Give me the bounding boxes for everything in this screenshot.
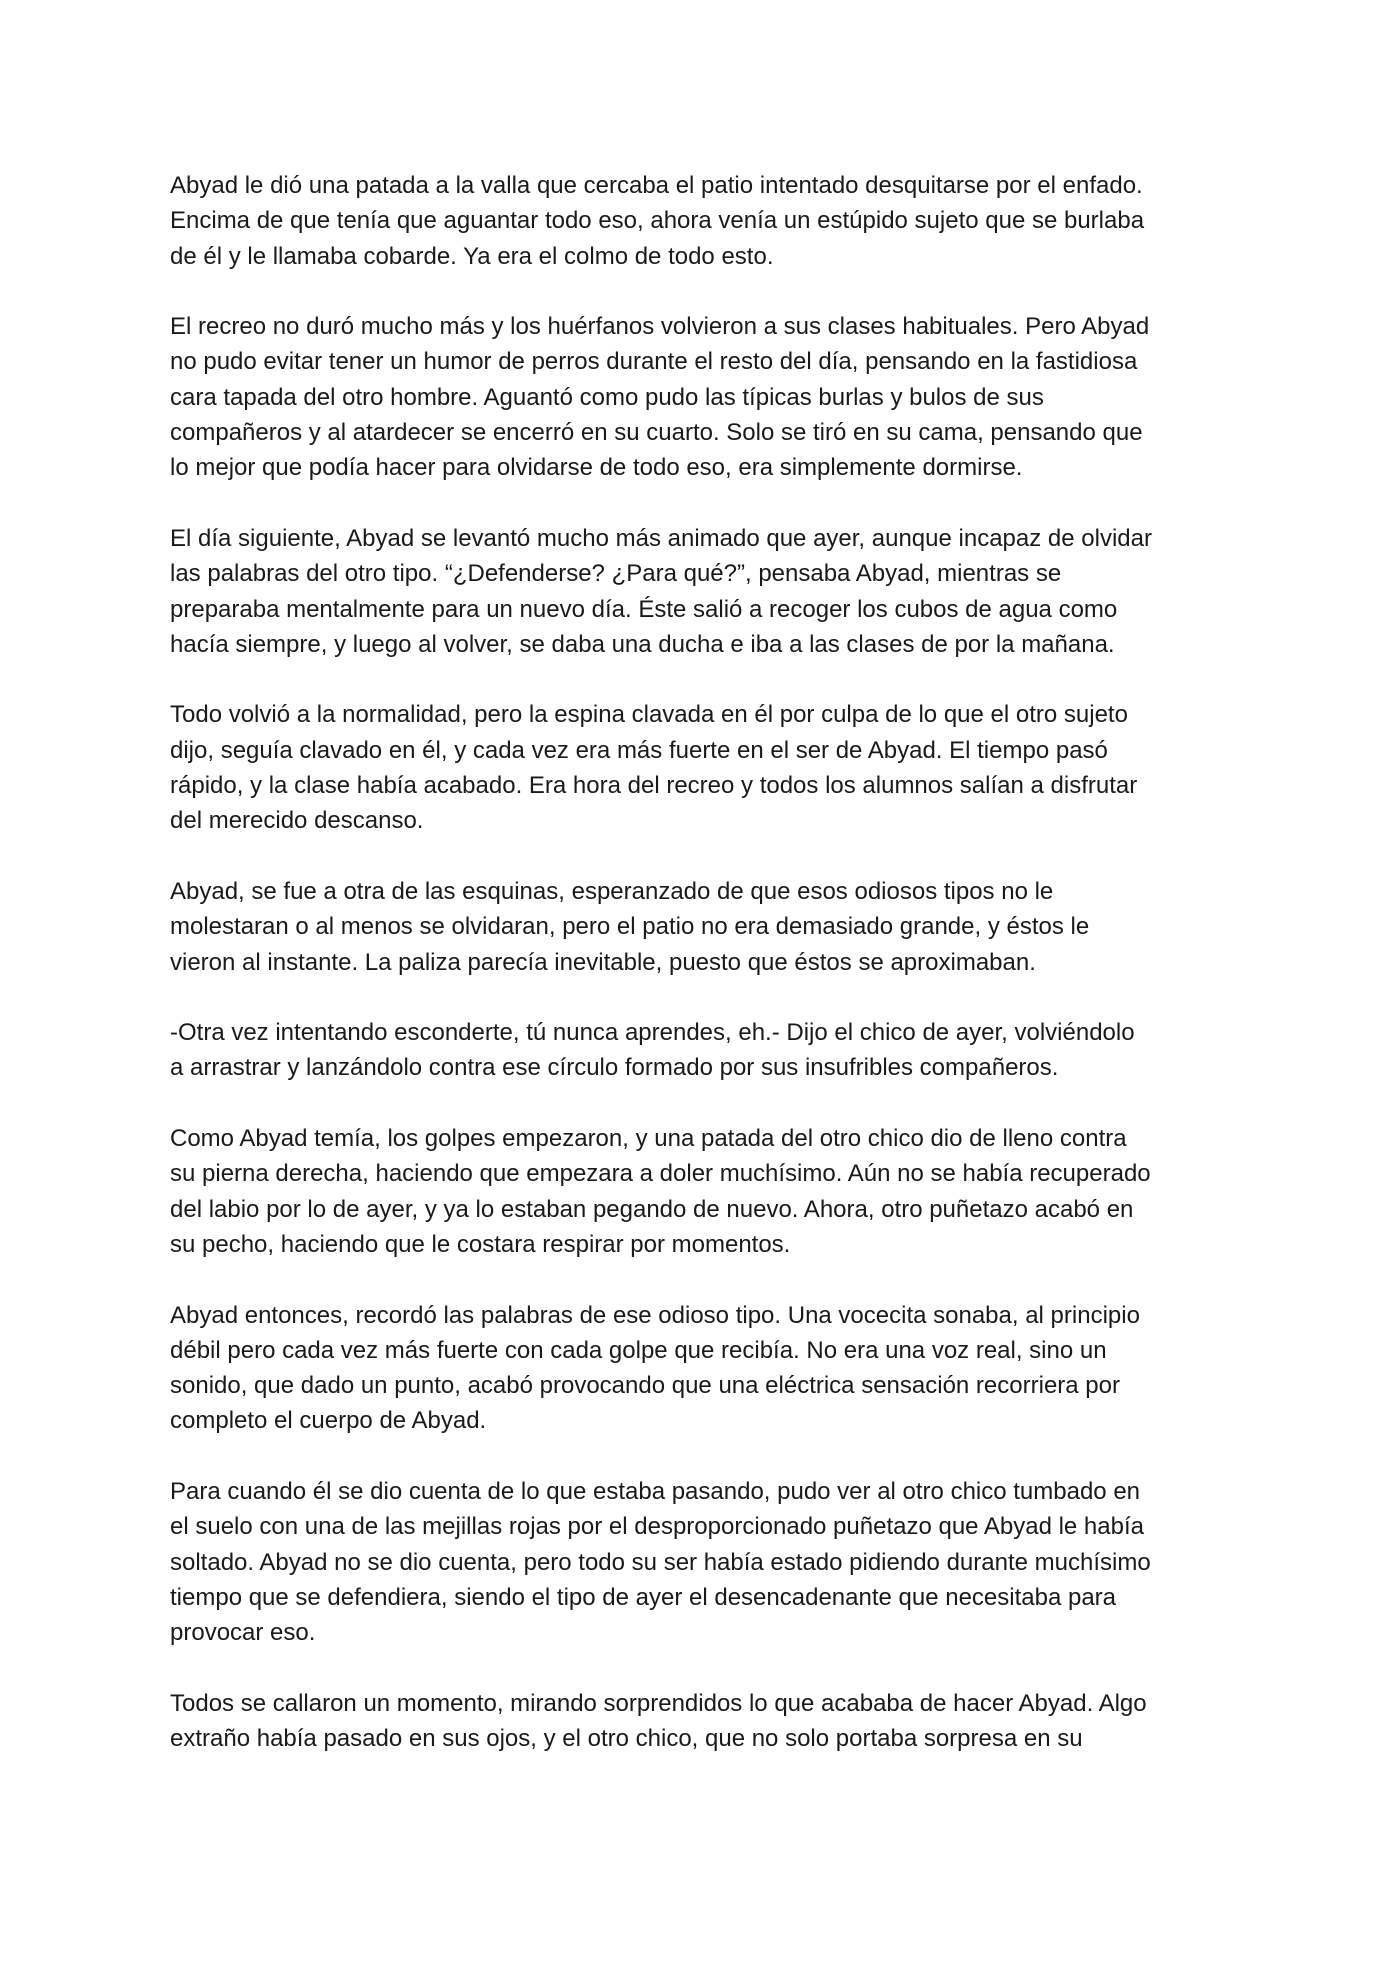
text-line: no pudo evitar tener un humor de perros durante el resto del día, pensando en la fastidiosa bbox=[170, 348, 1138, 376]
text-line: El recreo no duró mucho más y los huérfanos volvieron a sus clases habituales. Pero Abyad bbox=[170, 313, 1150, 341]
text-line: El día siguiente, Abyad se levantó mucho más animado que ayer, aunque incapaz de olvidar bbox=[170, 524, 1152, 552]
text-line: -Otra vez intentando esconderte, tú nunca aprendes, eh.- Dijo el chico de ayer, volviéndolo bbox=[170, 1019, 1135, 1047]
text-line: el suelo con una de las mejillas rojas por el desproporcionado puñetazo que Abyad le había bbox=[170, 1513, 1144, 1541]
paragraph bbox=[170, 309, 1250, 485]
text-line: débil pero cada vez más fuerte con cada golpe que recibía. No era una voz real, sino un bbox=[170, 1336, 1107, 1364]
text-line: Abyad entonces, recordó las palabras de ese odioso tipo. Una vocecita sonaba, al principio bbox=[170, 1301, 1140, 1329]
text-line: sonido, que dado un punto, acabó provocando que una eléctrica sensación recorriera por bbox=[170, 1372, 1120, 1400]
paragraph bbox=[170, 1686, 1250, 1757]
paragraph bbox=[170, 1474, 1250, 1650]
text-line: completo el cuerpo de Abyad. bbox=[170, 1407, 487, 1435]
paragraph bbox=[170, 697, 1250, 838]
text-line: Todo volvió a la normalidad, pero la espina clavada en él por culpa de lo que el otro sujeto bbox=[170, 701, 1128, 729]
text-line: Todos se callaron un momento, mirando sorprendidos lo que acababa de hacer Abyad. Algo bbox=[170, 1689, 1147, 1717]
text-line: compañeros y al atardecer se encerró en su cuarto. Solo se tiró en su cama, pensando que bbox=[170, 419, 1143, 447]
paragraph bbox=[170, 1015, 1250, 1086]
paragraph bbox=[170, 874, 1250, 980]
text-line: Abyad le dió una patada a la valla que cercaba el patio intentado desquitarse por el enfado. bbox=[170, 172, 1143, 199]
paragraph bbox=[170, 521, 1250, 662]
text-line: soltado. Abyad no se dio cuenta, pero todo su ser había estado pidiendo durante muchísimo bbox=[170, 1548, 1151, 1576]
paragraph bbox=[170, 1121, 1250, 1262]
paragraph bbox=[170, 1298, 1250, 1439]
text-line: a arrastrar y lanzándolo contra ese círculo formado por sus insufribles compañeros. bbox=[170, 1054, 1059, 1082]
text-line: las palabras del otro tipo. “¿Defenderse? ¿Para qué?”, pensaba Abyad, mientras se bbox=[170, 560, 1062, 588]
paragraph bbox=[170, 168, 1250, 274]
text-line: molestaran o al menos se olvidaran, pero el patio no era demasiado grande, y éstos le bbox=[170, 913, 1090, 941]
text-line: su pecho, haciendo que le costara respirar por momentos. bbox=[170, 1230, 791, 1258]
document-body bbox=[170, 168, 1250, 1792]
text-line: rápido, y la clase había acabado. Era hora del recreo y todos los alumnos salían a disfrutar bbox=[170, 772, 1138, 800]
text-line: de él y le llamaba cobarde. Ya era el colmo de todo esto. bbox=[170, 242, 774, 270]
text-line: hacía siempre, y luego al volver, se daba una ducha e iba a las clases de por la mañana. bbox=[170, 630, 1115, 658]
text-line: Para cuando él se dio cuenta de lo que estaba pasando, pudo ver al otro chico tumbado en bbox=[170, 1477, 1141, 1505]
text-line: extraño había pasado en sus ojos, y el otro chico, que no solo portaba sorpresa en su bbox=[170, 1725, 1083, 1753]
text-line: preparaba mentalmente para un nuevo día. Éste salió a recoger los cubos de agua como bbox=[170, 595, 1118, 623]
text-line: del labio por lo de ayer, y ya lo estaban pegando de nuevo. Ahora, otro puñetazo acabó en bbox=[170, 1195, 1134, 1223]
text-line: cara tapada del otro hombre. Aguantó como pudo las típicas burlas y bulos de sus bbox=[170, 383, 1044, 411]
text-line: lo mejor que podía hacer para olvidarse de todo eso, era simplemente dormirse. bbox=[170, 454, 1023, 482]
text-line: su pierna derecha, haciendo que empezara a doler muchísimo. Aún no se había recuperado bbox=[170, 1160, 1151, 1188]
text-line: Como Abyad temía, los golpes empezaron, y una patada del otro chico dio de lleno contra bbox=[170, 1125, 1127, 1153]
text-line: dijo, seguía clavado en él, y cada vez era más fuerte en el ser de Abyad. El tiempo pasó bbox=[170, 736, 1108, 764]
text-line: del merecido descanso. bbox=[170, 807, 424, 835]
text-line: vieron al instante. La paliza parecía inevitable, puesto que éstos se aproximaban. bbox=[170, 948, 1036, 976]
text-line: Abyad, se fue a otra de las esquinas, esperanzado de que esos odiosos tipos no le bbox=[170, 877, 1054, 905]
text-line: provocar eso. bbox=[170, 1619, 316, 1647]
text-line: Encima de que tenía que aguantar todo eso, ahora venía un estúpido sujeto que se burlaba bbox=[170, 207, 1145, 235]
text-line: tiempo que se defendiera, siendo el tipo de ayer el desencadenante que necesitaba para bbox=[170, 1583, 1117, 1611]
